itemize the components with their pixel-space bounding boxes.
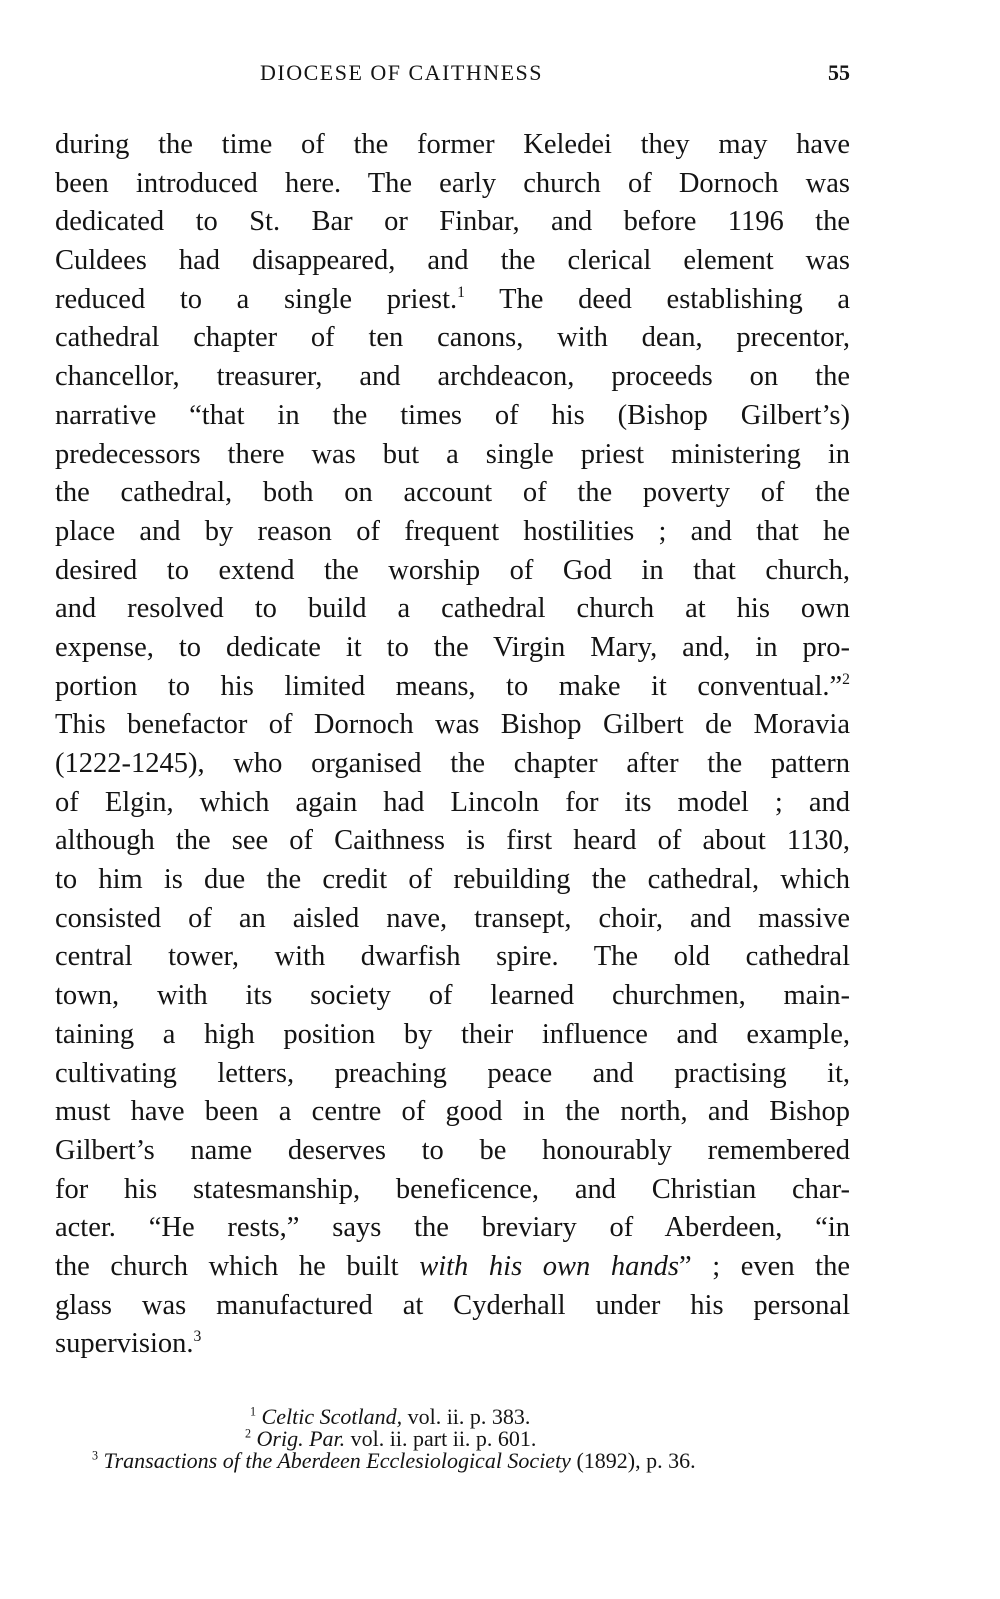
text-line: expense, to dedicate it to the Virgin Mary, and, in pro- [55, 631, 850, 663]
page-number: 55 [828, 60, 850, 85]
text-line: desired to extend the worship of God in that church, [55, 554, 850, 586]
text-line: supervision.$^3$ [55, 1328, 202, 1360]
text-line: predecessors there was but a single priest ministering in [55, 438, 850, 470]
footnote-title: Orig. Par. [256, 1426, 346, 1451]
text-line: during the time of the former Keledei they may have [55, 129, 850, 160]
text-line: although the see of Caithness is first heard of about 1130, [55, 825, 850, 857]
text-line: Culdees had disappeared, and the clerical element was [55, 245, 850, 277]
footnote-marker: 2 [245, 1426, 252, 1441]
running-title: DIOCESE OF CAITHNESS [260, 60, 544, 85]
text-line: been introduced here. The early church of Dornoch was [55, 167, 850, 199]
footnote-marker: 1 [250, 1404, 257, 1419]
text-line: reduced to a single priest.$^1$ The deed establishing a [55, 283, 850, 315]
text-line: (1222-1245), who organised the chapter after the pattern [55, 748, 850, 779]
text-line: the cathedral, both on account of the poverty of the [55, 477, 850, 509]
text-line: dedicated to St. Bar or Finbar, and before 1196 the [55, 206, 850, 238]
text-line: This benefactor of Dornoch was Bishop Gilbert de Moravia [55, 709, 850, 741]
text-line: narrative “that in the times of his (Bishop Gilbert’s) [55, 399, 850, 431]
text-line: consisted of an aisled nave, transept, choir, and massive [55, 902, 850, 934]
footnote-citation: (1892), p. 36. [570, 1448, 696, 1473]
footnote-title: Celtic Scotland, [261, 1404, 403, 1429]
text-line: taining a high position by their influence and example, [55, 1018, 850, 1050]
text-line: the church which he built with his own hands” ; even the [55, 1250, 850, 1282]
footnote-ref-1[interactable]: 1 [457, 283, 465, 301]
text-line: portion to his limited means, to make it conventual.”$^2$ [55, 670, 850, 702]
text-line: acter. “He rests,” says the breviary of Aberdeen, “in [55, 1212, 850, 1244]
footnote-ref-2[interactable]: 2 [842, 670, 850, 688]
footnote-3 [92, 1449, 696, 1473]
text-line: cathedral chapter of ten canons, with dean, precentor, [55, 322, 850, 354]
text-line: Gilbert’s name deserves to be honourably remembered [55, 1134, 850, 1166]
text-line: must have been a centre of good in the north, and Bishop [55, 1096, 850, 1128]
body-text [55, 126, 850, 1364]
text-line: to him is due the credit of rebuilding the cathedral, which [55, 864, 850, 896]
text-line: for his statesmanship, beneficence, and Christian char- [55, 1173, 850, 1205]
running-head [55, 60, 850, 94]
text-line: place and by reason of frequent hostilities ; and that he [55, 515, 850, 547]
footnote-citation: vol. ii. part ii. p. 601. [345, 1426, 537, 1451]
text-line: and resolved to build a cathedral church at his own [55, 593, 850, 625]
footnote-title: Transactions of the Aberdeen Ecclesiological Society [103, 1448, 571, 1473]
text-line: glass was manufactured at Cyderhall under his personal [55, 1289, 850, 1321]
text-line: of Elgin, which again had Lincoln for its model ; and [55, 786, 850, 818]
text-line: town, with its society of learned churchmen, main- [55, 980, 850, 1012]
text-line: cultivating letters, preaching peace and practising it, [55, 1057, 850, 1089]
text-line: central tower, with dwarfish spire. The old cathedral [55, 941, 850, 973]
footnote-marker: 3 [92, 1448, 99, 1463]
footnote-ref-3[interactable]: 3 [193, 1328, 202, 1346]
footnote-citation: vol. ii. p. 383. [402, 1404, 531, 1429]
text-line: chancellor, treasurer, and archdeacon, proceeds on the [55, 361, 850, 393]
italic-quote: with his own hands [419, 1250, 679, 1282]
